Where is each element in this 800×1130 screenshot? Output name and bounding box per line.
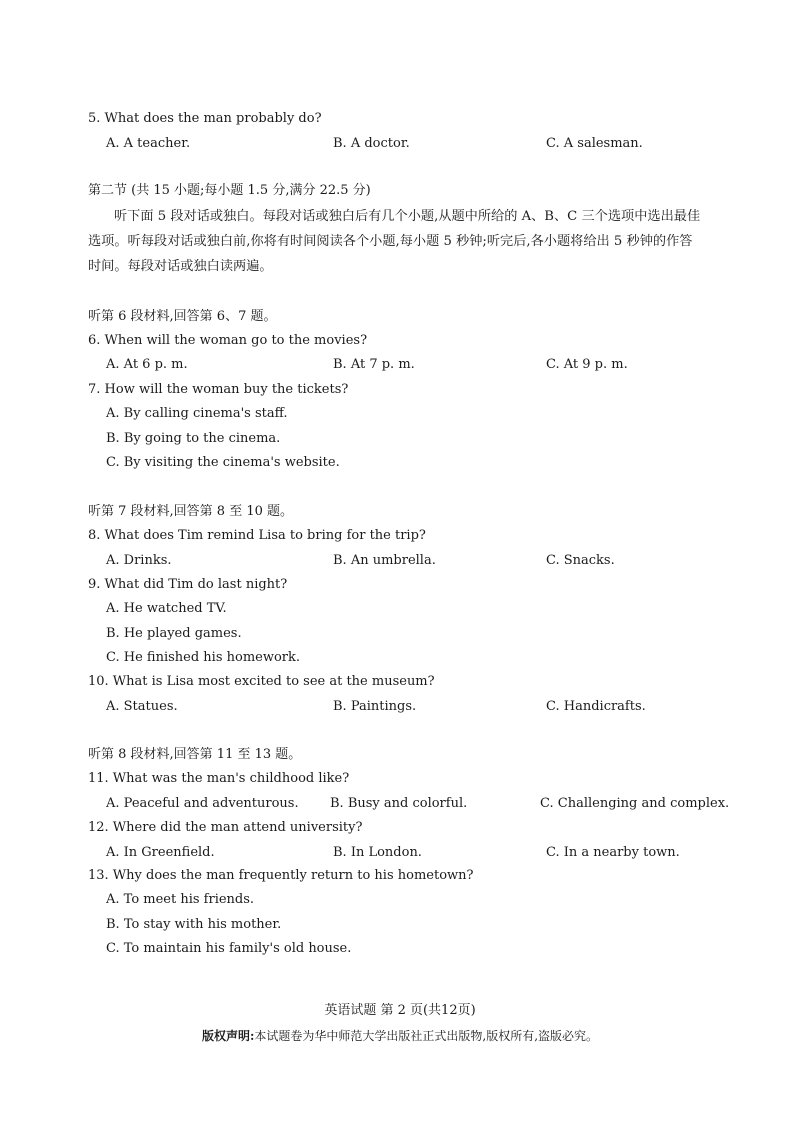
- option-a: A. At 6 p. m.: [106, 357, 188, 372]
- part-intro: 听第 6 段材料,回答第 6、7 题。: [88, 309, 277, 324]
- question-13: 13. Why does the man frequently return to his hometown?: [88, 868, 474, 883]
- instruction-line: 听下面 5 段对话或独白。每段对话或独白后有几个小题,从题中所给的 A、B、C 三个选项中选出最佳: [114, 209, 701, 224]
- option-b: B. At 7 p. m.: [333, 357, 415, 372]
- copyright-label: 版权声明:: [201, 1029, 255, 1043]
- option-c: C. Challenging and complex.: [540, 796, 730, 811]
- instruction-line: 选项。听每段对话或独白前,你将有时间阅读各个小题,每小题 5 秒钟;听完后,各小题将给出 5 秒钟的作答: [88, 234, 693, 249]
- option-c: C. To maintain his family's old house.: [106, 941, 352, 956]
- option-b: B. A doctor.: [333, 136, 410, 151]
- question-11: 11. What was the man's childhood like?: [88, 771, 350, 786]
- option-c: C. In a nearby town.: [546, 845, 680, 860]
- copyright-notice: [0, 1030, 800, 1042]
- option-c: C. Handicrafts.: [546, 699, 646, 714]
- option-b: B. He played games.: [106, 626, 242, 641]
- question-12: 12. Where did the man attend university?: [88, 820, 363, 835]
- copyright-text: 本试题卷为华中师范大学出版社正式出版物,版权所有,盗版必究。: [254, 1029, 599, 1043]
- option-c: C. He finished his homework.: [106, 650, 301, 665]
- option-a: A. Drinks.: [106, 553, 172, 568]
- part-intro: 听第 7 段材料,回答第 8 至 10 题。: [88, 504, 294, 519]
- option-a: A. He watched TV.: [106, 601, 227, 616]
- question-6: 6. When will the woman go to the movies?: [88, 333, 368, 348]
- section-heading: 第二节 (共 15 小题;每小题 1.5 分,满分 22.5 分): [88, 183, 371, 198]
- option-c: C. Snacks.: [546, 553, 615, 568]
- question-9: 9. What did Tim do last night?: [88, 577, 288, 592]
- option-a: A. By calling cinema's staff.: [106, 406, 288, 421]
- section-instructions: [88, 204, 724, 279]
- question-8: 8. What does Tim remind Lisa to bring for the trip?: [88, 528, 426, 543]
- question-10: 10. What is Lisa most excited to see at the museum?: [88, 674, 435, 689]
- option-b: B. Paintings.: [333, 699, 417, 714]
- question-5: 5. What does the man probably do?: [88, 111, 322, 126]
- option-a: A. A teacher.: [106, 136, 191, 151]
- option-b: B. In London.: [333, 845, 422, 860]
- part-intro: 听第 8 段材料,回答第 11 至 13 题。: [88, 747, 302, 762]
- option-b: B. To stay with his mother.: [106, 917, 282, 932]
- question-7: 7. How will the woman buy the tickets?: [88, 382, 349, 397]
- option-c: C. A salesman.: [546, 136, 643, 151]
- option-c: C. By visiting the cinema's website.: [106, 455, 340, 470]
- page-number: 英语试题 第 2 页(共12页): [324, 1003, 476, 1018]
- instruction-line: 时间。每段对话或独白读两遍。: [88, 259, 273, 274]
- option-c: C. At 9 p. m.: [546, 357, 628, 372]
- option-a: A. To meet his friends.: [106, 892, 255, 907]
- option-a: A. In Greenfield.: [106, 845, 215, 860]
- option-a: A. Statues.: [106, 699, 178, 714]
- option-b: B. By going to the cinema.: [106, 431, 281, 446]
- option-a: A. Peaceful and adventurous.: [106, 796, 299, 811]
- option-b: B. An umbrella.: [333, 553, 436, 568]
- option-b: B. Busy and colorful.: [330, 796, 468, 811]
